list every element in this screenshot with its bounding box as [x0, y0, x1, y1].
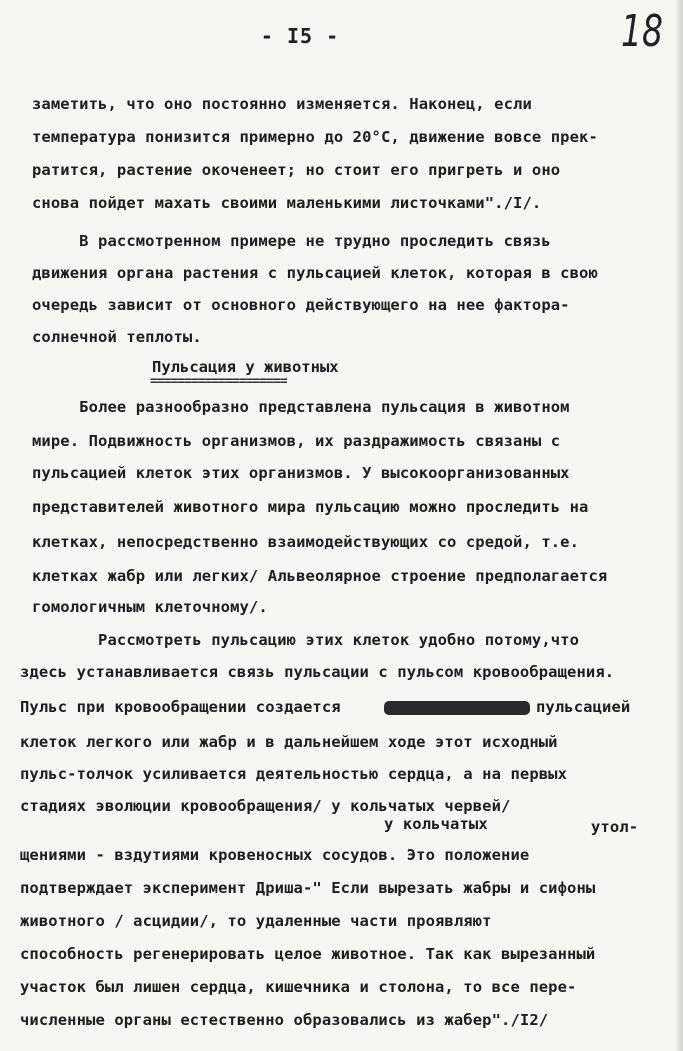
text-line: клеток легкого или жабр и в дальнейшем ходе этот исходный — [20, 733, 558, 751]
text-line: заметить, что оно постоянно изменяется. Наконец, если — [32, 95, 532, 113]
text-line: численные органы естественно образовались из жабер"./I2/ — [20, 1011, 549, 1029]
text-line: температура понизится примерно до 20°С, движение вовсе прек- — [32, 128, 598, 146]
section-heading: Пульсация у животных — [152, 358, 339, 376]
text-line: очередь зависит от основного действующего на нее фактора- — [32, 296, 570, 314]
text-line: пульс-толчок усиливается деятельностью сердца, а на первых — [20, 765, 568, 783]
text-line: здесь устанавливается связь пульсации с пульсом кровообращения. — [20, 663, 615, 681]
text-line: снова пойдет махать своими маленькими листочками"./I/. — [32, 194, 542, 212]
text-line: мире. Подвижность организмов, их раздражимость связаны с — [32, 432, 561, 450]
text-line: представителей животного мира пульсацию можно проследить на — [32, 498, 589, 516]
text-line: ратится, растение окоченеет; но стоит его пригреть и оно — [32, 161, 561, 179]
text-line: участок был лишен сердца, кишечника и столона, то все пере- — [20, 978, 577, 996]
text-line: стадиях эволюции кровообращения/ у кольчатых червей/ — [20, 797, 511, 815]
text-line: движения органа растения с пульсацией клеток, которая в свою — [32, 264, 598, 282]
text-line: клетках жабр или легких/ Альвеолярное строение предполагается — [32, 567, 608, 585]
text-line: Рассмотреть пульсацию этих клеток удобно потому,что — [32, 631, 580, 649]
page-edge-shadow — [675, 0, 683, 1051]
text-line: подтверждает эксперимент Дриша-" Если вырезать жабры и сифоны — [20, 879, 596, 897]
text-line: гомологичным клеточному/. — [32, 598, 268, 616]
text-line: пульсацией — [536, 698, 631, 716]
struck-out-word — [384, 701, 530, 715]
text-line: способность регенерировать целое животное. Так как вырезанный — [20, 945, 596, 963]
text-line: животного / асцидии/, то удаленные части проявляют — [20, 912, 492, 930]
text-line: Более разнообразно представлена пульсация в животном — [32, 398, 570, 416]
heading-underline: ==================== — [150, 374, 287, 389]
text-line: клетках, непосредственно взаимодействующих со средой, т.е. — [32, 533, 580, 551]
text-line: В рассмотренном примере не трудно проследить связь — [32, 232, 551, 250]
text-line: солнечной теплоты. — [32, 328, 202, 346]
text-line: щениями - вздутиями кровеносных сосудов. Это положение — [20, 846, 530, 864]
text-line: утол- — [591, 818, 639, 836]
text-line: Пульс при кровообращении создается — [20, 698, 341, 716]
text-line: пульсацией клеток этих организмов. У высокоорганизованных — [32, 464, 570, 482]
text-line: у кольчатых — [384, 815, 488, 833]
page-number: - I5 - — [260, 24, 340, 48]
handwritten-page-number: 18 — [621, 6, 663, 57]
